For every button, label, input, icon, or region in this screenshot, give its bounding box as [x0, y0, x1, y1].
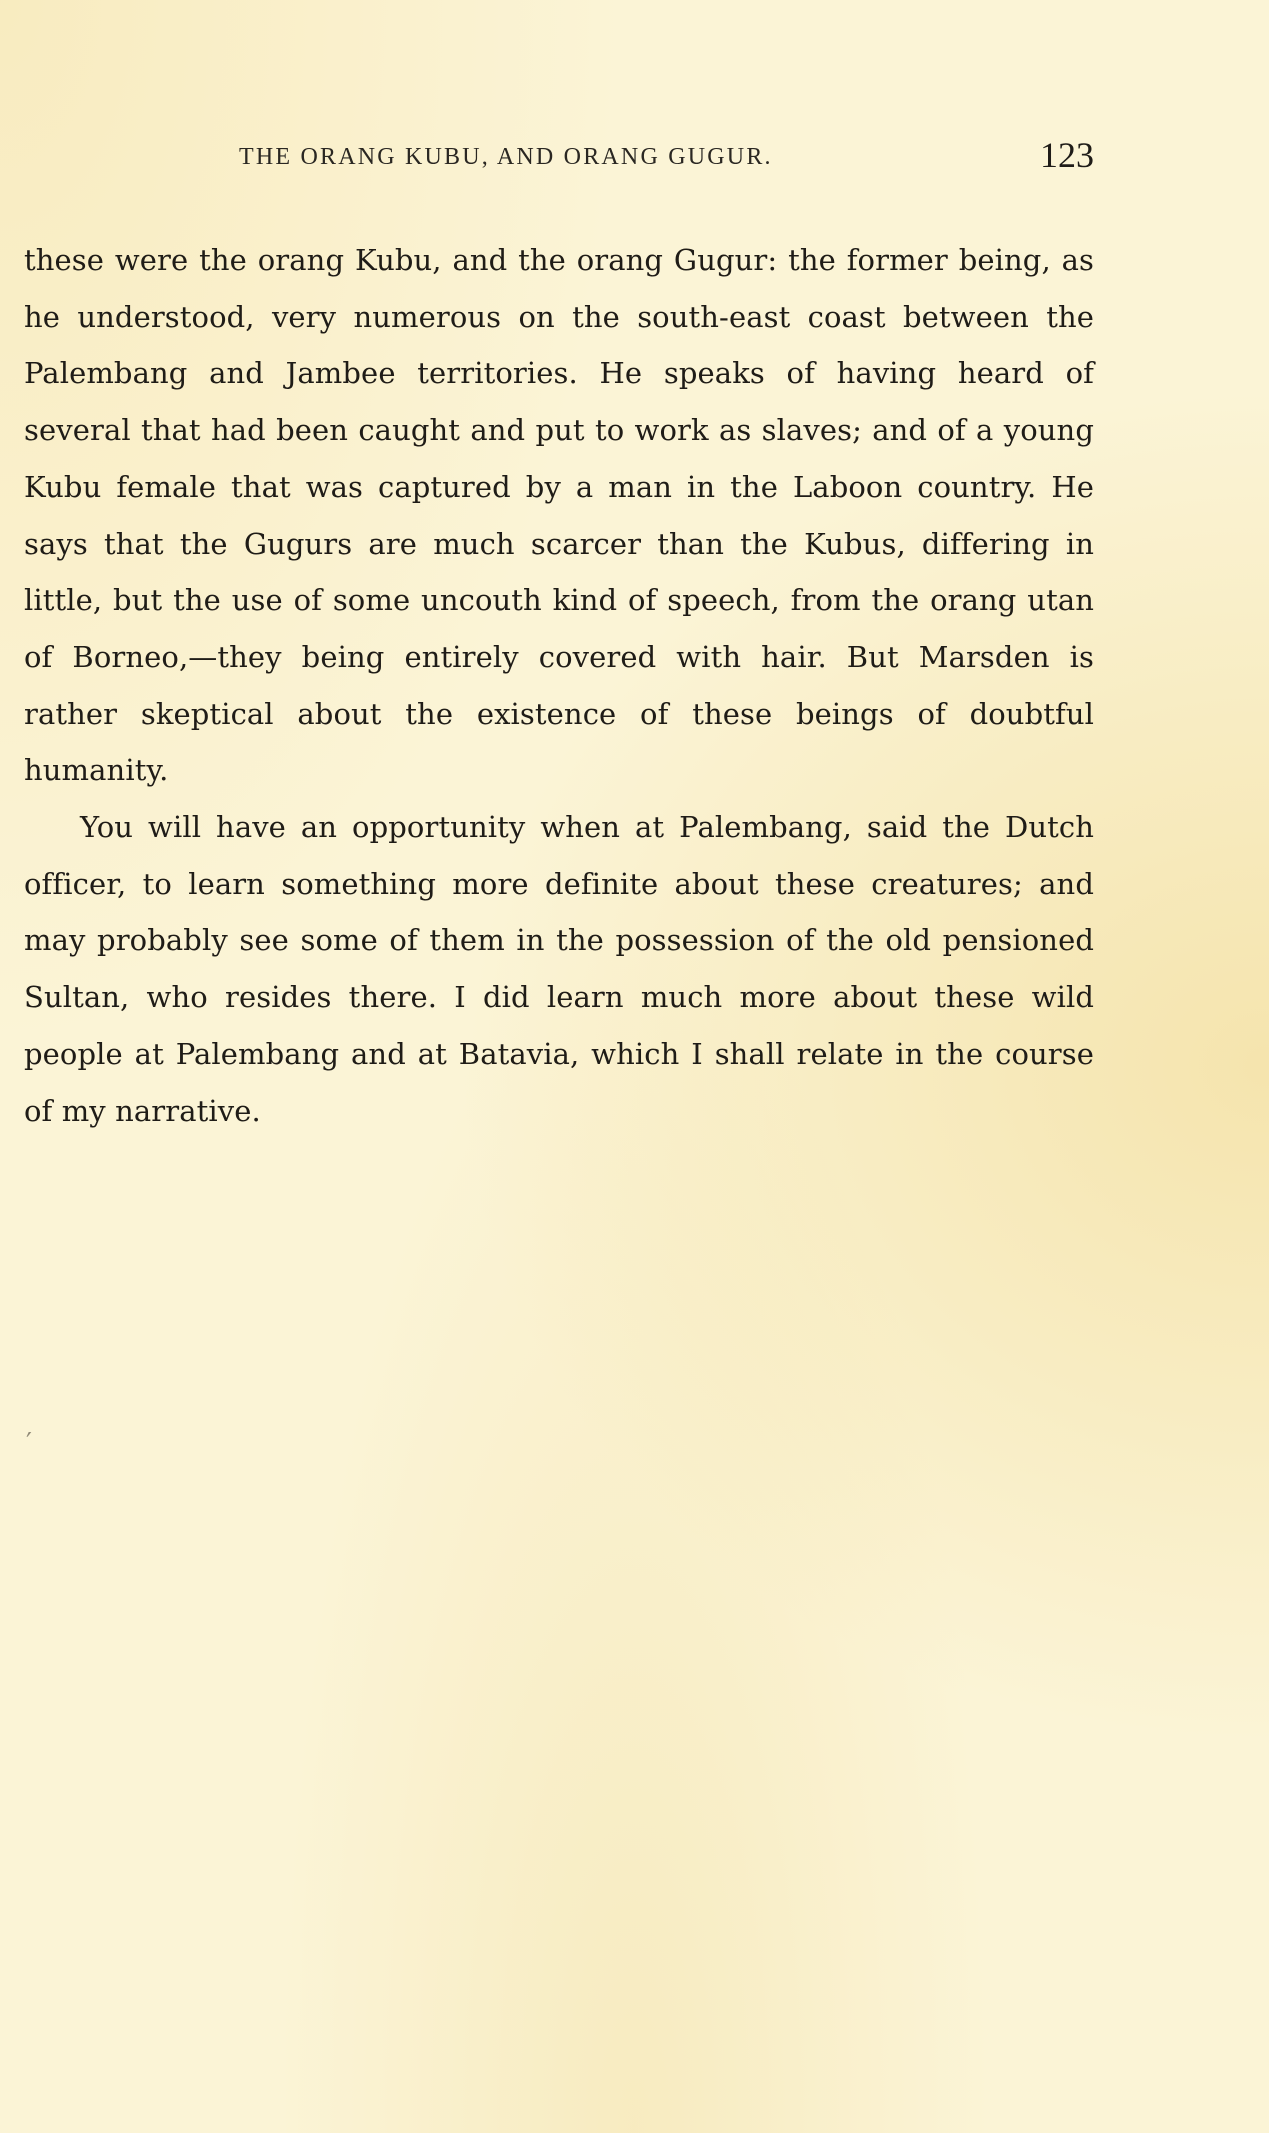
paragraph-2: You will have an opportunity when at Palembang, said the Dutch officer, to learn something more definite about these creatures; and may probably see some of them in the possession of the old pensioned Sultan, who resides there. I did learn much more about these wild people at Palembang and at Batavia, which I shall relate in the course of my narrative. — [24, 810, 1094, 1128]
body-text — [24, 232, 1094, 1139]
page-number: 123 — [1040, 135, 1094, 175]
ink-speck: ′ — [26, 1428, 32, 1458]
paragraph-1: these were the orang Kubu, and the orang Gugur: the former being, as he understood, very numerous on the south-east coast between the Palembang and Jambee territories. He speaks of having heard of several that had been caught and put to work as slaves; and of a young Kubu female that was captured by a man in the Laboon country. He says that the Gugurs are much scarcer than the Kubus, differing in little, but the use of some uncouth kind of speech, from the orang utan of Borneo,—they being entirely covered with hair. But Marsden is rather skeptical about the existence of these beings of doubtful humanity. — [24, 243, 1094, 788]
running-title: THE ORANG KUBU, AND ORANG GUGUR. — [239, 144, 773, 170]
running-head — [24, 135, 1094, 182]
